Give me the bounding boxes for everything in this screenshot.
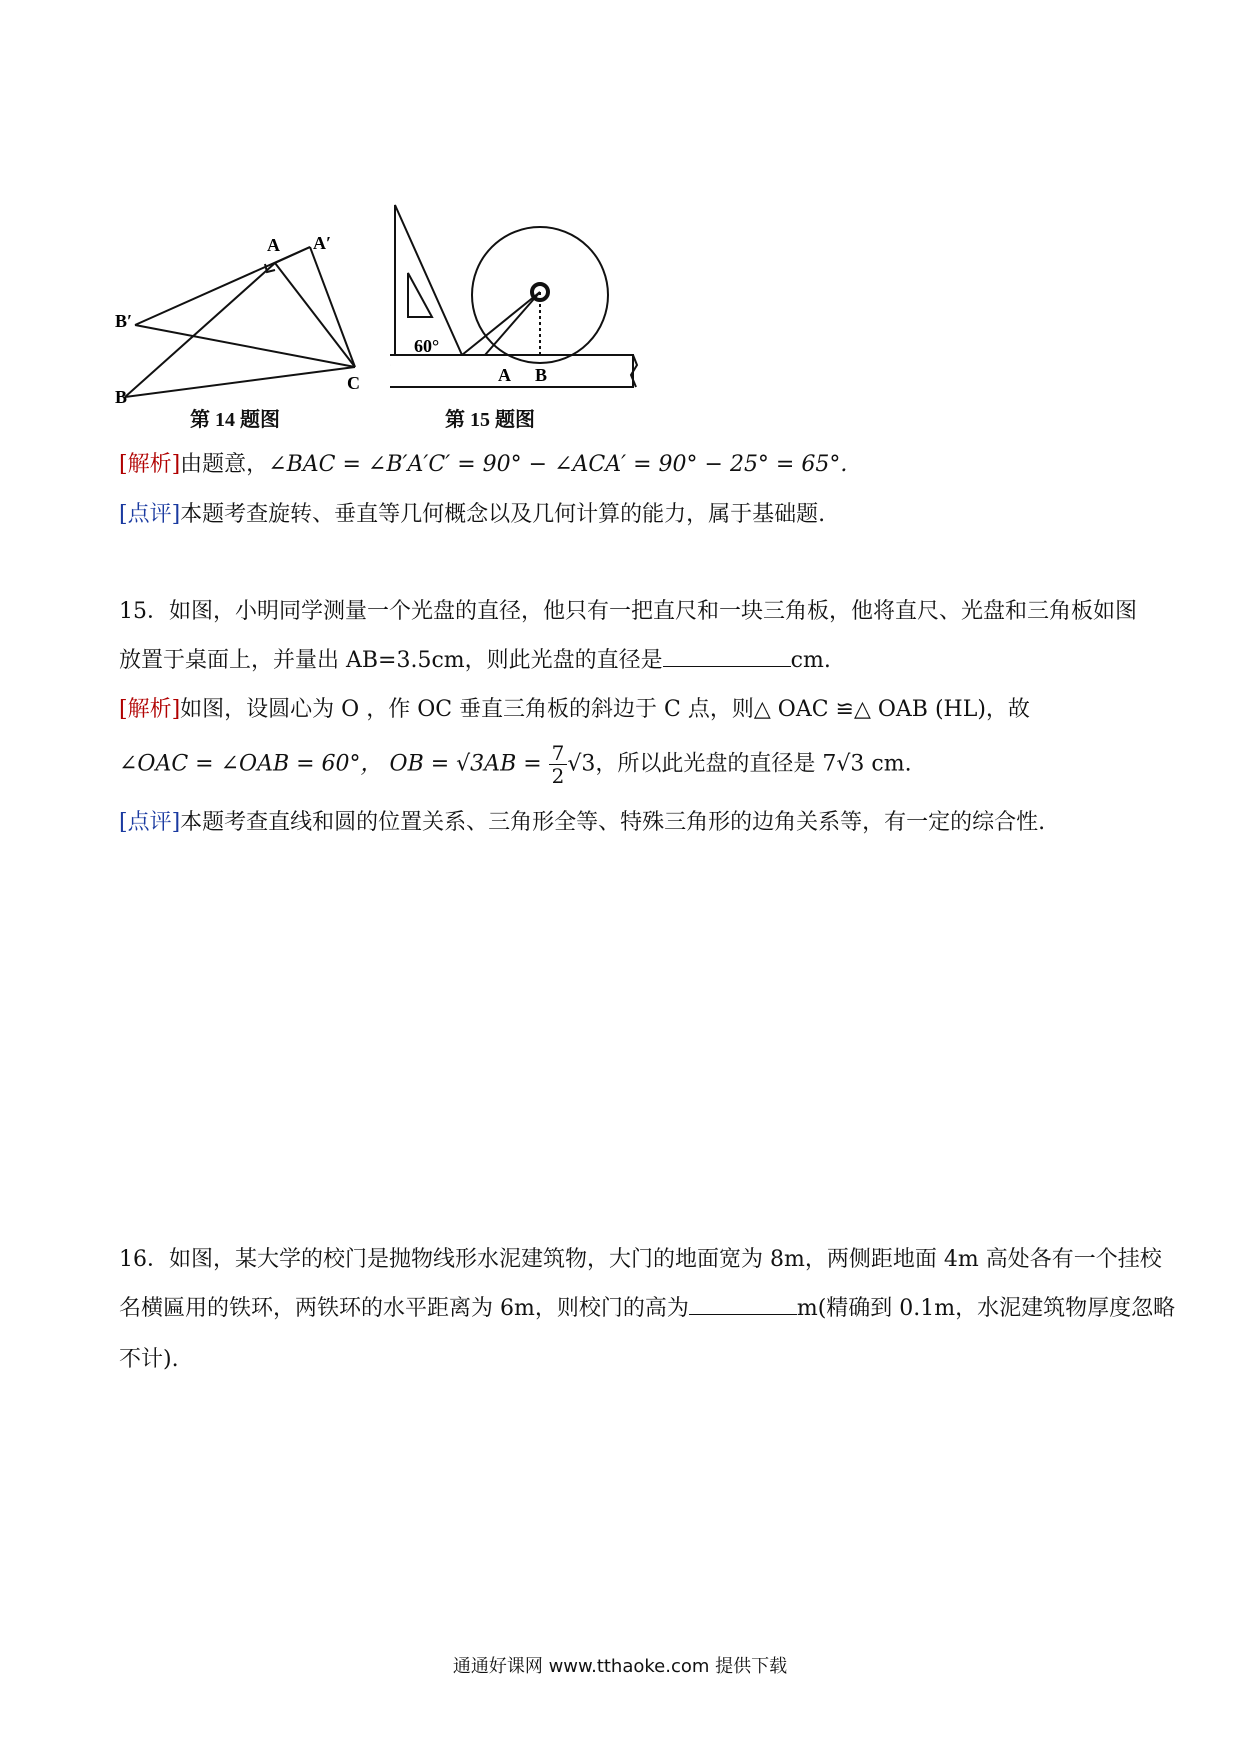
fig14-label-A: A (267, 235, 280, 255)
q14-analysis-intro: 由题意， (180, 452, 269, 477)
q15-question-line1: 15．如图，小明同学测量一个光盘的直径，他只有一把直尺和一块三角板，他将直尺、光盘和三角板如图 (119, 599, 1137, 624)
figure-15-diagram (390, 195, 660, 395)
q15-analysis-text2b: √3，所以此光盘的直径是 7√3 cm. (567, 751, 912, 777)
fig14-label-C: C (347, 373, 360, 393)
figure-15-caption: 第 15 题图 (445, 409, 535, 431)
q15-analysis-line2 (119, 742, 912, 787)
q15-analysis-text1: 如图，设圆心为 O ，作 OC 垂直三角板的斜边于 C 点，则△ OAC ≌△ OAB (HL)，故 (180, 697, 1030, 722)
fraction-numerator: 7 (549, 742, 568, 765)
q15-analysis-line1 (119, 695, 1030, 725)
q15-question-line2 (119, 646, 831, 676)
fig15-label-B: B (535, 365, 548, 385)
q16-line2-before: 名横匾用的铁环，两铁环的水平距离为 6m，则校门的高为 (119, 1296, 689, 1321)
fig14-label-B: B (115, 387, 128, 405)
q15-answer-blank[interactable] (663, 646, 791, 667)
q15-fraction (549, 742, 568, 787)
fig15-label-A: A (498, 365, 511, 385)
q15-line2-before: 放置于桌面上，并量出 AB=3.5cm，则此光盘的直径是 (119, 648, 663, 673)
q14-comment-text: 本题考查旋转、垂直等几何概念以及几何计算的能力，属于基础题. (180, 502, 826, 527)
q15-line2-after: cm. (790, 648, 831, 673)
q16-question-line2 (119, 1294, 1175, 1324)
q14-analysis-tag: [解析] (119, 452, 181, 477)
fig14-label-B-prime: B′ (115, 311, 133, 331)
q14-comment-tag: [点评] (119, 502, 181, 527)
page-footer: 通通好课网 www.tthaoke.com 提供下载 (452, 1656, 788, 1677)
q15-analysis-text2a: ∠OAC = ∠OAB = 60°， OB = √3AB = (119, 751, 542, 777)
fraction-denominator: 2 (551, 764, 565, 788)
q14-analysis-formula: ∠BAC = ∠B′A′C′ = 90° − ∠ACA′ = 90° − 25° = 65°. (268, 452, 848, 477)
fig15-label-60: 60° (414, 336, 440, 356)
figure-14-diagram (115, 225, 375, 405)
q14-comment (119, 500, 825, 530)
q16-question-line3: 不计). (119, 1347, 179, 1372)
q15-comment (119, 808, 1045, 838)
q16-answer-blank[interactable] (689, 1294, 797, 1315)
figure-14-caption: 第 14 题图 (190, 409, 280, 431)
fig14-label-A-prime: A′ (313, 233, 332, 253)
q15-comment-tag: [点评] (119, 810, 181, 835)
q16-line2-after: m(精确到 0.1m，水泥建筑物厚度忽略 (796, 1296, 1176, 1321)
q14-analysis (119, 450, 847, 480)
q16-question-line1: 16．如图，某大学的校门是抛物线形水泥建筑物，大门的地面宽为 8m，两侧距地面 4m 高处各有一个挂校 (119, 1247, 1162, 1272)
q15-analysis-tag: [解析] (119, 697, 181, 722)
q15-comment-text: 本题考查直线和圆的位置关系、三角形全等、特殊三角形的边角关系等，有一定的综合性. (180, 810, 1046, 835)
